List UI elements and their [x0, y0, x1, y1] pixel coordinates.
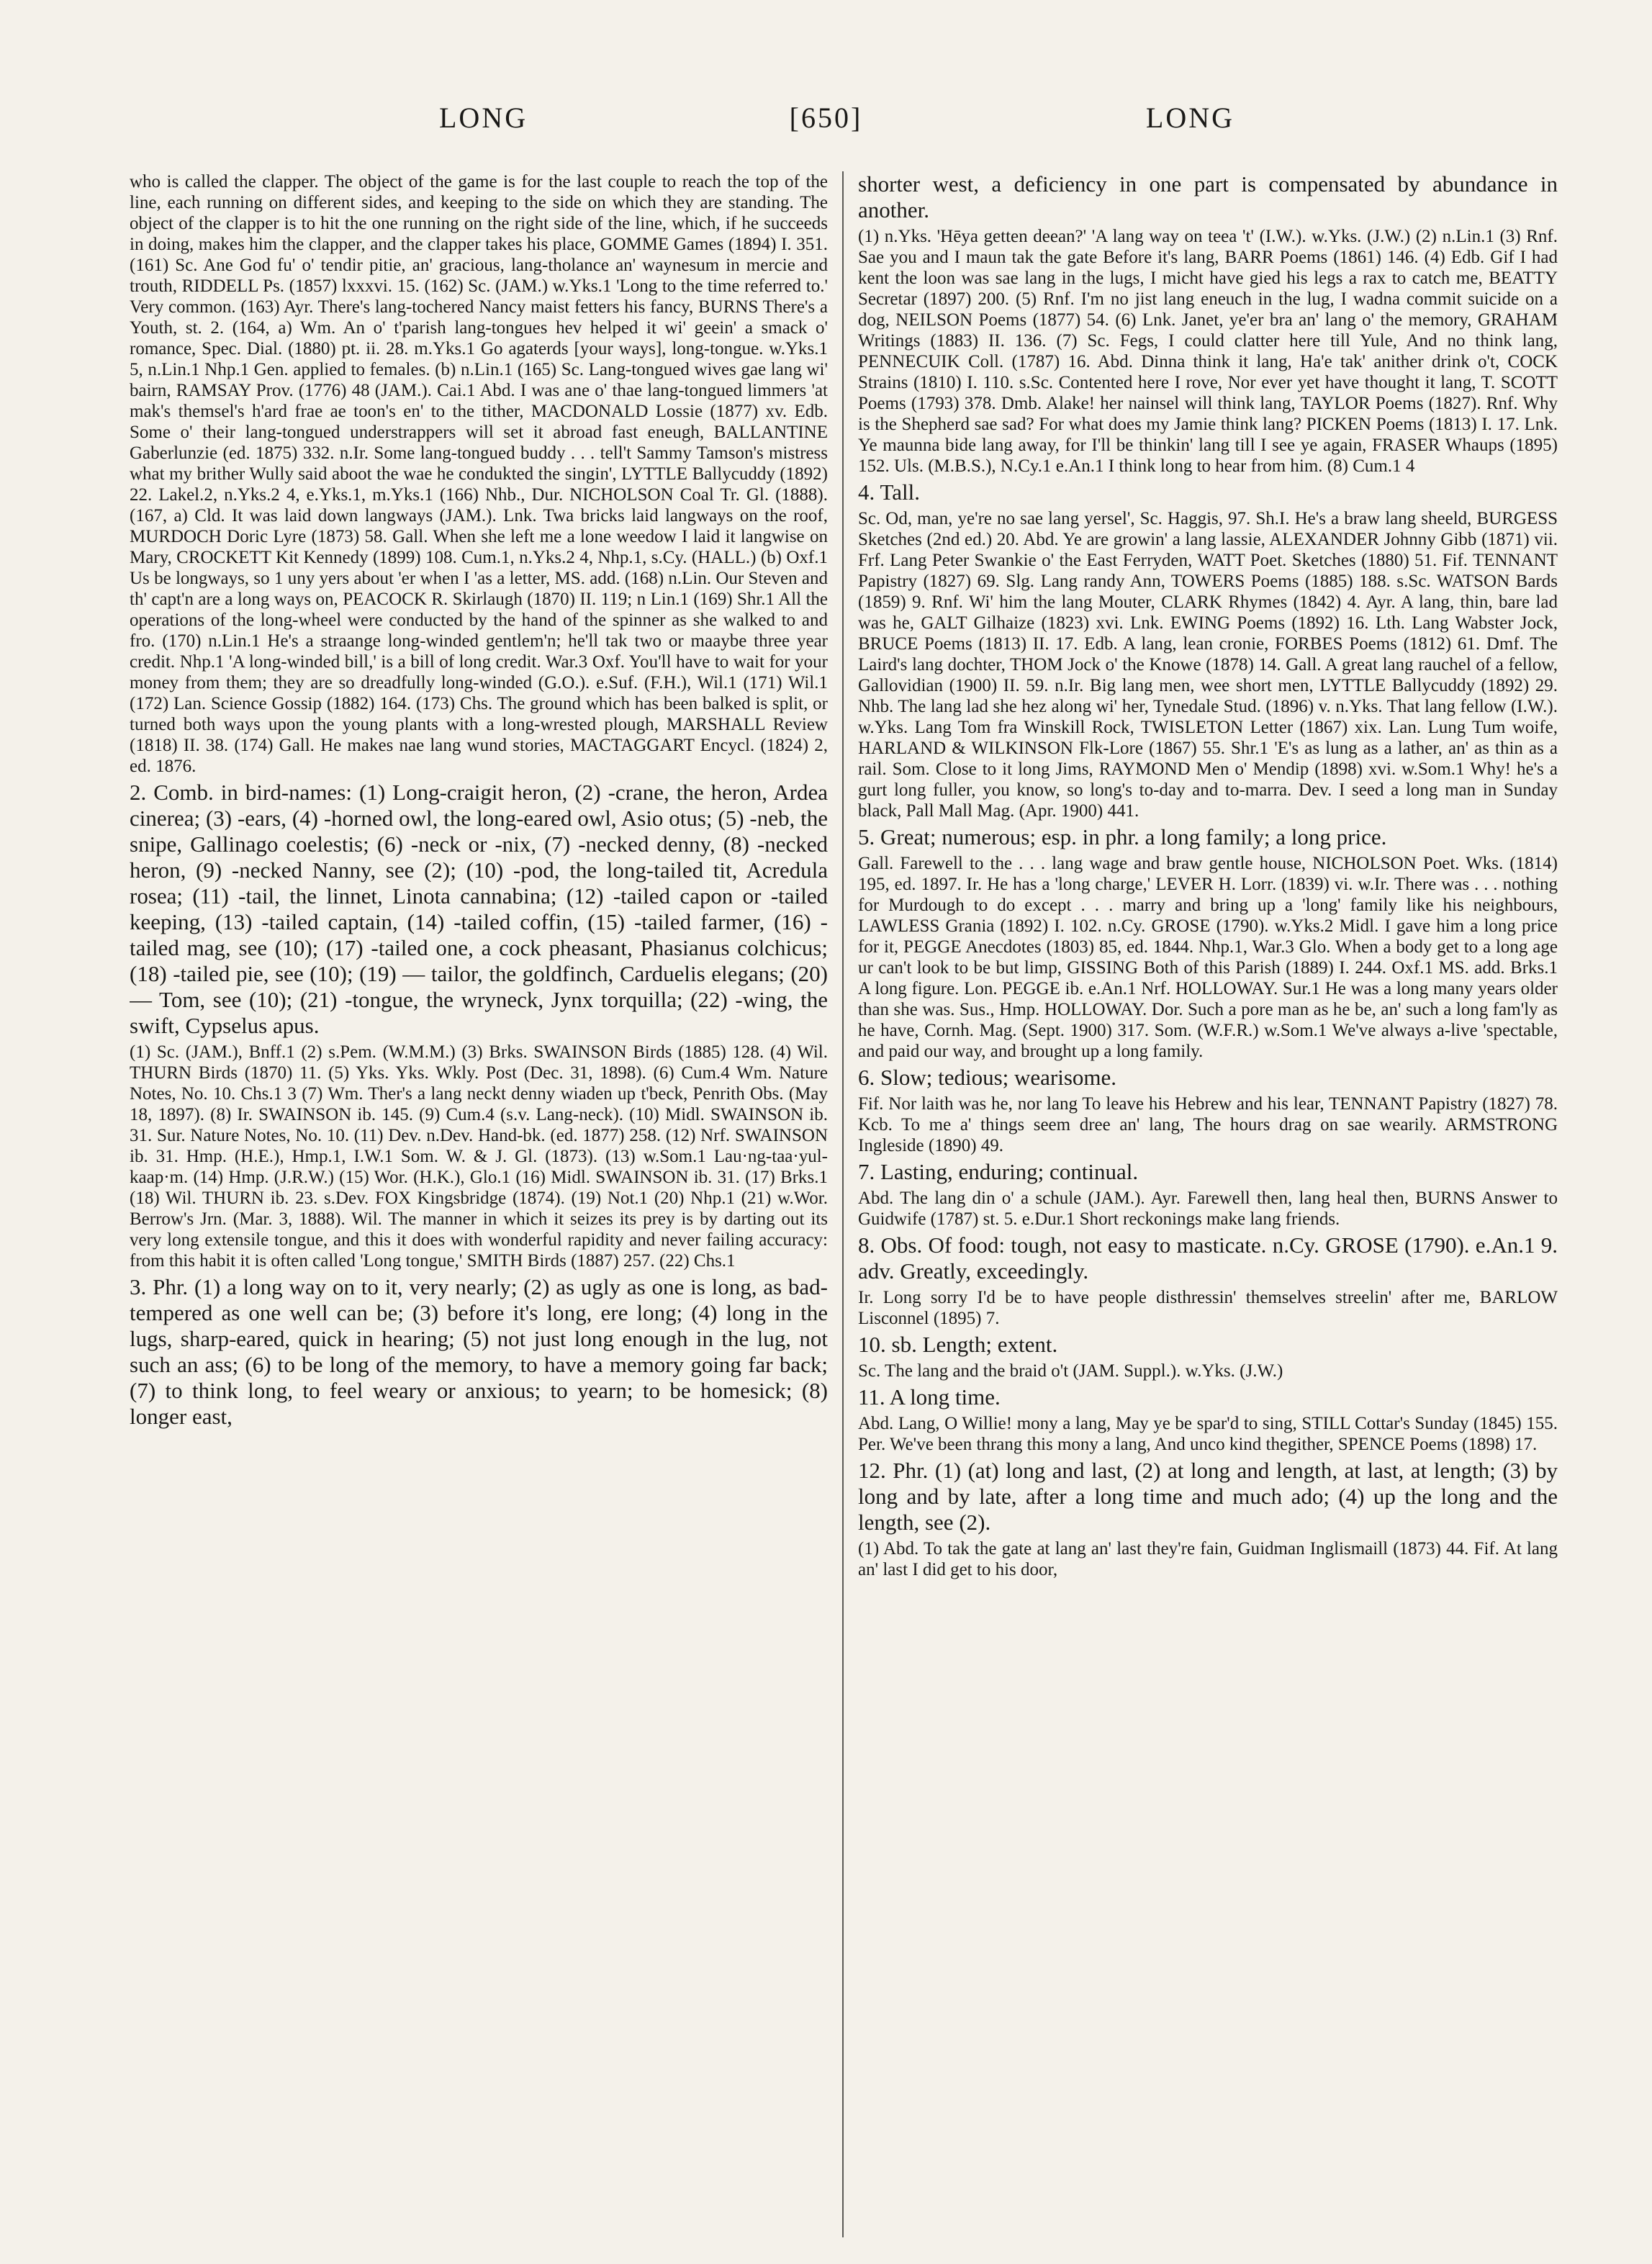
sense-heading: 10. sb. Length; extent. [858, 1332, 1058, 1357]
paragraph: (1) Sc. (JAM.), Bnff.1 (2) s.Pem. (W.M.M.) (3) Brks. SWAINSON Birds (1885) 128. (4) Wil. THURN Birds (1870) 11. (5) Yks. Yks. Wkly. Post (Dec. 31, 1898). (6) Cum.4 Wm. Nature Notes, No. 10. Chs.1 3 (7) Wm. Ther's a lang neckt denny wiaden up t'beck, Penrith Obs. (May 18, 1897). (8) Ir. SWAINSON ib. 145. (9) Cum.4 (s.v. Lang-neck). (10) Midl. SWAINSON ib. 31. Sur. Nature Notes, No. 10. (11) Dev. n.Dev. Hand-bk. (ed. 1877) 258. (12) Nrf. SWAINSON ib. 31. Hmp. (H.E.), Hmp.1, I.W.1 Som. W. & J. Gl. (1873). (13) w.Som.1 Lau·ng-taa·yul-kaap·m. (14) Hmp. (J.R.W.) (15) Wor. (H.K.), Glo.1 (16) Midl. SWAINSON ib. 31. (17) Brks.1 (18) Wil. THURN ib. 23. s.Dev. FOX Kingsbridge (1874). (19) Not.1 (20) Nhp.1 (21) w.Wor. Berrow's Jrn. (Mar. 3, 1888). Wil. The manner in which it seizes its prey is by darting out its very long extensile tongue, and this it does with wonderful rapidity and never failing accuracy: from this habit it is often called 'Long tongue,' SMITH Birds (1887) 257. (22) Chs.1 [130, 1042, 828, 1271]
paragraph: (1) n.Yks. 'Hēya getten deean?' 'A lang way on teea 't' (I.W.). w.Yks. (J.W.) (2) n.Lin.1 (3) Rnf. Sae you and I maun tak the gate Before it's lang, BARR Poems (1861) 146. (4) Edb. Gif I had kent the loon was sae lang in the lugs, I micht have gied his legs a rax to catch me, BEATTY Secretar (1897) 200. (5) Rnf. I'm no jist lang eneuch in the lug, I wadna commit suicide on a dog, NEILSON Poems (1877) 54. (6) Lnk. Janet, ye'er bra an' lang o' the memory, GRAHAM Writings (1883) II. 136. (7) Sc. Fegs, I could clatter here till Yule, And no think lang, PENNECUIK Coll. (1787) 16. Abd. Dinna think it lang, Ha'e tak' anither drink o't, COCK Strains (1810) I. 110. s.Sc. Contented here I rove, Nor ever yet have thought it lang, T. SCOTT Poems (1793) 378. Dmb. Alake! her nainsel will think lang, TAYLOR Poems (1827). Rnf. Why is the Shepherd sae sad? For what does my Jamie think lang? PICKEN Poems (1813) I. 17. Lnk. Ye maunna bide lang away, for I'll be thinkin' lang till I see ye again, FRASER Whaups (1895) 152. Uls. (M.B.S.), N.Cy.1 e.An.1 I think long to hear from him. (8) Cum.1 4 [858, 227, 1558, 476]
sense-heading: 4. Tall. [858, 479, 920, 505]
paragraph: Gall. Farewell to the . . . lang wage and braw gentle house, NICHOLSON Poet. Wks. (1814) 195, ed. 1897. Ir. He has a 'long charge,' LEVER H. Lorr. (1839) vi. w.Ir. There was . . . nothing for Murdough to do except . . . marry and bring up a 'long' family like his neighbours, LAWLESS Grania (1892) I. 102. n.Cy. GROSE (1790). w.Yks.2 Midl. I gave him a long price for it, PEGGE Anecdotes (1803) 85, ed. 1844. Nhp.1, War.3 Glo. When a body get to a long age ur can't look to be but limp, GISSING Both of this Parish (1889) I. 244. Oxf.1 MS. add. Brks.1 A long figure. Lon. PEGGE ib. e.An.1 Nrf. HOLLOWAY. Sur.1 He was a long many years older than she was. Sus., Hmp. HOLLOWAY. Dor. Such a pore man as he be, an' such a long fam'ly as he have, Cornh. Mag. (Sept. 1900) 317. Som. (W.F.R.) w.Som.1 We've always a-live 'spectable, and paid our way, and brought up a long family. [858, 854, 1558, 1061]
column-divider [842, 171, 844, 2237]
paragraph: shorter west, a deficiency in one part is compensated by abundance in another. [858, 171, 1558, 222]
paragraph: Abd. The lang din o' a schule (JAM.). Ayr. Farewell then, lang heal then, BURNS Answer to Guidwife (1787) st. 5. e.Dur.1 Short reckonings make lang friends. [858, 1189, 1558, 1229]
paragraph: 2. Comb. in bird-names: (1) Long-craigit heron, (2) -crane, the heron, Ardea cinerea; (3) -ears, (4) -horned owl, the long-eared owl, Asio otus; (5) -neb, the snipe, Gallinago coelestis; (6) -neck or -nix, (7) -necked denny, (8) -necked heron, (9) -necked Nanny, see (2); (10) -pod, the long-tailed tit, Acredula rosea; (11) -tail, the linnet, Linota cannabina; (12) -tailed capon or -tailed keeping, (13) -tailed captain, (14) -tailed coffin, (15) -tailed farmer, (16) -tailed mag, see (10); (17) -tailed one, a cock pheasant, Phasianus colchicus; (18) -tailed pie, see (10); (19) — tailor, the goldfinch, Carduelis elegans; (20) — Tom, see (10); (21) -tongue, the wryneck, Jynx torquilla; (22) -wing, the swift, Cypselus apus. [130, 780, 828, 1038]
paragraph: Sc. The lang and the braid o't (JAM. Suppl.). w.Yks. (J.W.) [858, 1361, 1283, 1381]
right-headword: LONG [1145, 102, 1235, 134]
left-headword: LONG [439, 102, 528, 134]
sense-heading: 11. A long time. [858, 1384, 1001, 1410]
sense-heading: 8. Obs. Of food: tough, not easy to masticate. n.Cy. GROSE (1790). e.An.1 9. adv. Greatly, exceedingly. [858, 1232, 1558, 1284]
right-column [858, 171, 1558, 2245]
page-header [130, 101, 1522, 151]
paragraph: Fif. Nor laith was he, nor lang To leave his Hebrew and his lear, TENNANT Papistry (1827) 78. Kcb. To me a' things seem dree an' lang, The hours drag on sae wearily. ARMSTRONG Ingleside (1890) 49. [858, 1094, 1558, 1155]
paragraph: (1) Abd. To tak the gate at lang an' last they're fain, Guidman Inglismaill (1873) 44. Fif. At lang an' last I did get to his door, [858, 1539, 1558, 1579]
sense-heading: 6. Slow; tedious; wearisome. [858, 1065, 1117, 1090]
sense-heading: 5. Great; numerous; esp. in phr. a long family; a long price. [858, 824, 1387, 849]
page-number: [650] [789, 102, 863, 134]
paragraph: Abd. Lang, O Willie! mony a lang, May ye be spar'd to sing, STILL Cottar's Sunday (1845) 155. Per. We've been thrang this mony a lang, And unco kind thegither, SPENCE Poems (1898) 17. [858, 1414, 1558, 1454]
paragraph: who is called the clapper. The object of the game is for the last couple to reach the top of the line, each running on different sides, and keeping to the side on which they are standing. The object of the clapper is to hit the one running on the right side of the line, which, if he succeeds in doing, makes him the clapper, and the clapper takes his place, GOMME Games (1894) I. 351. (161) Sc. Ane God fu' o' tendir pitie, an' gracious, lang-tholance an' waynesum in mercie and trouth, RIDDELL Ps. (1857) lxxxvi. 15. (162) Sc. (JAM.) w.Yks.1 'Long to the time referred to.' Very common. (163) Ayr. There's lang-tochered Nancy maist fetters his fancy, BURNS There's a Youth, st. 2. (164, a) Wm. An o' t'parish lang-tongues hev helped it wi' geein' a smack o' romance, Spec. Dial. (1880) pt. ii. 28. m.Yks.1 Go agaterds [your ways], long-tongue. w.Yks.1 5, n.Lin.1 Nhp.1 Gen. applied to females. (b) n.Lin.1 (165) Sc. Lang-tongued wives gae lang wi' bairn, RAMSAY Prov. (1776) 48 (JAM.). Cai.1 Abd. I was ane o' thae lang-tongued limmers 'at mak's themsel's h'ard frae ae toon's en' to the tither, MACDONALD Lossie (1877) xv. Edb. Some o' their lang-tongued understrappers will set it abroad fast eneugh, BALLANTINE Gaberlunzie (ed. 1875) 332. n.Ir. Some lang-tongued buddy . . . tell't Sammy Tamson's mistress what my brither Wully said aboot the wae he condukted the singin', LYTTLE Ballycuddy (1892) 22. Lakel.2, n.Yks.2 4, e.Yks.1, m.Yks.1 (166) Nhb., Dur. NICHOLSON Coal Tr. Gl. (1888). (167, a) Cld. It was laid down langways (JAM.). Lnk. Twa bricks laid langways on the roof, MURDOCH Doric Lyre (1873) 58. Gall. When she left me a lone weedow I laid it langwise on Mary, CROCKETT Kit Kennedy (1899) 108. Cum.1, n.Yks.2 4, Nhp.1, s.Cy. (HALL.) (b) Oxf.1 Us be longways, so 1 uny yers about 'er when I 'as a letter, MS. add. (168) n.Lin. Our Steven and th' capt'n are a long ways on, PEACOCK R. Skirlaugh (1870) II. 119; n Lin.1 (169) Shr.1 All the operations of the long-wheel were conducted by the hand of the spinner as she walked to and fro. (170) n.Lin.1 He's a straange long-winded gentlem'n; he'll tak two or maaybe three year credit. Nhp.1 'A long-winded bill,' is a bill of long credit. War.3 Oxf. You'll have to wait for your money from them; they are so dreadfully long-winded (G.O.). e.Suf. (F.H.), Wil.1 (171) Wil.1 (172) Lan. Science Gossip (1882) 164. (173) Chs. The ground which has been balked is split, or turned both ways upon the young plants with a long-wrested plough, MARSHALL Review (1818) II. 38. (174) Gall. He makes nae lang wund stories, MACTAGGART Encycl. (1824) 2, ed. 1876. [130, 172, 828, 776]
paragraph: 3. Phr. (1) a long way on to it, very nearly; (2) as ugly as one is long, as bad-tempered as one well can be; (3) before it's long, ere long; (4) long in the lugs, sharp-eared, quick in hearing; (5) not just long enough in the lug, not such an ass; (6) to be long of the memory, to have a memory going far back; (7) to think long, to feel weary or anxious; to yearn; to be homesick; (8) longer east, [130, 1274, 828, 1429]
paragraph: Sc. Od, man, ye're no sae lang yersel', Sc. Haggis, 97. Sh.I. He's a braw lang sheeld, BURGESS Sketches (2nd ed.) 20. Abd. Ye are growin' a lang lassie, ALEXANDER Johnny Gibb (1871) vii. Frf. Lang Peter Swankie o' the East Ferryden, WATT Poet. Sketches (1880) 51. Fif. TENNANT Papistry (1827) 69. Slg. Lang randy Ann, TOWERS Poems (1885) 188. s.Sc. WATSON Bards (1859) 9. Rnf. Wi' him the lang Mouter, CLARK Rhymes (1842) 4. Ayr. A lang, thin, bare lad was he, GALT Gilhaize (1823) xvi. Lnk. EWING Poems (1892) 16. Lth. Lang Wabster Jock, BRUCE Poems (1813) II. 17. Edb. A lang, lean cronie, FORBES Poems (1812) 61. Dmf. The Laird's lang dochter, THOM Jock o' the Knowe (1878) 14. Gall. A great lang rauchel of a fellow, Gallovidian (1900) II. 59. n.Ir. Big lang men, wee short men, LYTTLE Ballycuddy (1892) 29. Nhb. The lang lad she hez along wi' her, Tynedale Stud. (1896) v. n.Yks. That lang fellow (I.W.). w.Yks. Lang Tom fra Winskill Rock, TWISLETON Letter (1867) xix. Lan. Lung Tum woife, HARLAND & WILKINSON Flk-Lore (1867) 55. Shr.1 'E's as lung as a lather, an' as thin as a rail. Som. Close to it long Jims, RAYMOND Men o' Mendip (1898) xvi. w.Som.1 Why! he's a gurt long fuller, you know, so long's to-day and to-marra. Dev. I seed a long man in Sunday black, Pall Mall Mag. (Apr. 1900) 441. [858, 509, 1558, 821]
paragraph: Ir. Long sorry I'd be to have people disthressin' themselves streelin' after me, BARLOW Lisconnel (1895) 7. [858, 1288, 1558, 1328]
sense-heading: 7. Lasting, enduring; continual. [858, 1159, 1139, 1184]
sense-heading: 12. Phr. (1) (at) long and last, (2) at long and length, at last, at length; (3) by long and by late, after a long time and much ado; (4) up the long and the length, see (2). [858, 1458, 1558, 1535]
left-column [130, 171, 828, 2245]
